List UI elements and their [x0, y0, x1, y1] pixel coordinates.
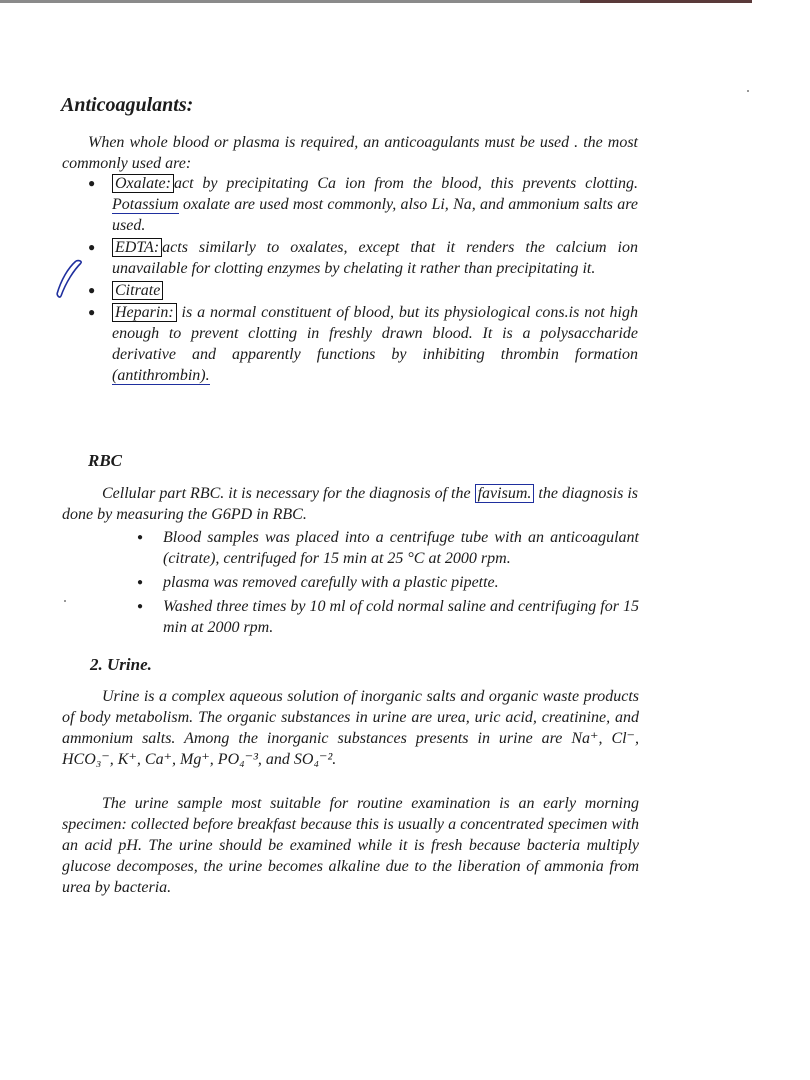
item-text: acts similarly to oxalates, except that it renders the calcium ion unavailable for clotting enzymes by chelating it rather than precipitating it. — [112, 239, 638, 277]
pen-boxed-word: favisum. — [475, 484, 535, 503]
term-box: Heparin: — [112, 303, 177, 322]
scan-speck — [64, 600, 66, 602]
pen-underlined-phrase: (antithrombin). — [112, 367, 210, 384]
urine-sample-paragraph: The urine sample most suitable for routine examination is an early morning specimen: collected before breakfast because this is usually a concentrated specimen with an acid pH. The urine should be examined while it is fresh because bacteria multiply glucose decomposes, the urine becomes alkaline due to the liberation of ammonia from urea by bacteria. — [62, 795, 639, 896]
list-item: ● plasma was removed carefully with a plastic pipette. — [137, 572, 639, 593]
term-box: Oxalate: — [112, 174, 174, 193]
item-text: act by precipitating Ca ion from the blood, this prevents clotting. — [173, 175, 638, 192]
rbc-paragraph — [62, 483, 638, 525]
scan-speck — [747, 90, 749, 92]
list-item: ● Washed three times by 10 ml of cold normal saline and centrifuging for 15 min at 2000 rpm. — [137, 596, 639, 638]
rbc-text: Cellular part RBC. it is necessary for the diagnosis of the — [102, 485, 475, 502]
urine-heading: 2. Urine. — [90, 655, 152, 674]
term-box: Citrate — [112, 281, 163, 300]
urine-paragraph: Urine is a complex aqueous solution of inorganic salts and organic waste products of body metabolism. The organic substances in urine are urea, uric acid, creatinine, and ammonium salts. Among the inorganic substances presents in urine are Na⁺, Cl⁻, HCO₃⁻, K⁺, Ca⁺, Mg⁺, PO₄⁻³, and SO₄⁻². — [62, 688, 639, 768]
rbc-steps-list — [137, 527, 639, 638]
top-edge-rule-dark — [580, 0, 752, 3]
list-item-oxalate — [88, 173, 638, 236]
anticoagulant-list — [88, 173, 638, 386]
list-item-edta — [88, 237, 638, 279]
pen-underlined-word: Potassium — [112, 196, 179, 213]
rbc-heading: RBC — [88, 451, 123, 470]
pen-margin-mark — [54, 258, 84, 300]
item-text: oxalate are used most commonly, also Li, Na, and ammonium salts are used. — [112, 196, 638, 234]
item-text: is a normal constituent of blood, but its physiological cons.is not high enough to prevent clotting in freshly drawn blood. It is a polysaccharide derivative and apparently functions by inhibiting thrombin formation — [112, 304, 638, 363]
intro-paragraph: When whole blood or plasma is required, an anticoagulants must be used . the most commonly used are: — [62, 134, 638, 172]
rbc-text: the diagnosis is done by measuring the G6PD in RBC. — [62, 485, 638, 523]
list-item: ● Blood samples was placed into a centrifuge tube with an anticoagulant (citrate), centrifuged for 15 min at 25 °C at 2000 rpm. — [137, 527, 639, 569]
list-item-citrate — [88, 280, 638, 301]
list-item-heparin — [88, 302, 638, 386]
term-box: EDTA: — [112, 238, 162, 257]
section-heading: Anticoagulants: — [61, 94, 194, 116]
